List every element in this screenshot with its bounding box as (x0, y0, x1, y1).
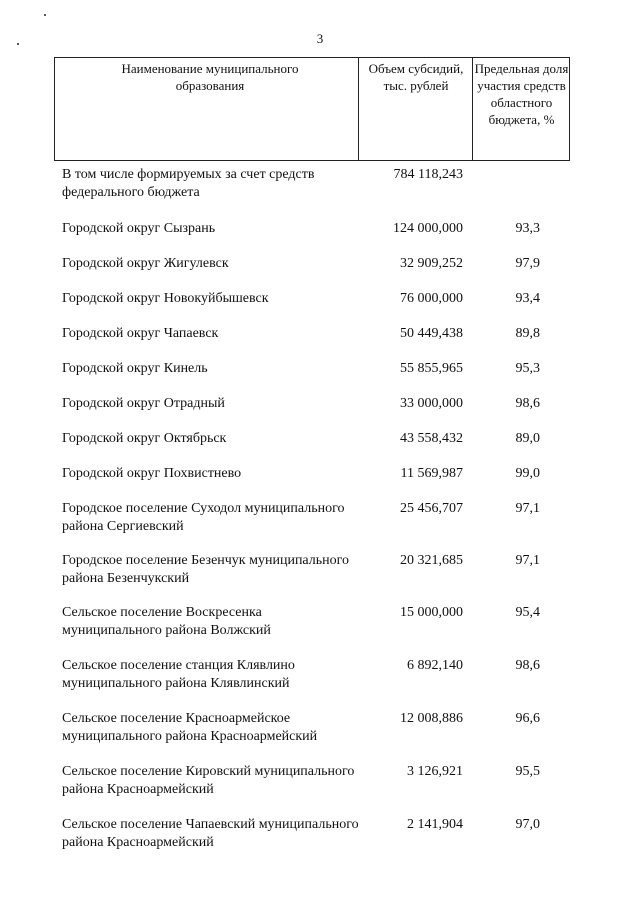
row-amount: 50 449,438 (400, 326, 463, 341)
row-name: Городской округ Отрадный (62, 396, 225, 411)
row-name: Сельское поселение Чапаевский муниципального района Красноармейский (62, 817, 359, 850)
row-share: 96,6 (515, 711, 540, 726)
row-name: Сельское поселение Красноармейское муниципального района Красноармейский (62, 711, 318, 744)
row-amount: 33 000,000 (400, 396, 463, 411)
header-amount: Объем субсидий, тыс. рублей (368, 61, 464, 93)
row-share: 98,6 (515, 396, 540, 411)
row-share: 98,6 (515, 658, 540, 673)
row-share: 93,3 (515, 221, 540, 236)
row-name: Городской округ Жигулевск (62, 256, 229, 271)
row-share: 95,3 (515, 361, 540, 376)
row-name: Городское поселение Суходол муниципального района Сергиевский (62, 501, 345, 534)
row-share: 89,8 (515, 326, 540, 341)
row-amount: 6 892,140 (407, 658, 463, 673)
row-amount: 43 558,432 (400, 431, 463, 446)
row-name: Городской округ Чапаевск (62, 326, 219, 341)
row-share: 93,4 (515, 291, 540, 306)
page-number: 3 (316, 31, 324, 46)
row-name: Сельское поселение станция Клявлино муниципального района Клявлинский (62, 658, 295, 691)
row-share: 97,1 (515, 501, 540, 516)
row-name: Городской округ Сызрань (62, 221, 216, 236)
row-name: Городское поселение Безенчук муниципального района Безенчукский (62, 553, 350, 586)
row-name: Сельское поселение Кировский муниципального района Красноармейский (62, 764, 355, 797)
row-name: Городской округ Новокуйбышевск (62, 291, 269, 306)
header-share: Предельная доля участия средств областного бюджета, % (474, 61, 569, 127)
row-name: Городской округ Похвистнево (62, 466, 242, 481)
scan-dot (44, 14, 46, 16)
row-amount: 20 321,685 (400, 553, 463, 568)
row-amount: 15 000,000 (400, 605, 463, 620)
row-amount: 784 118,243 (393, 167, 463, 182)
row-share: 89,0 (515, 431, 540, 446)
row-amount: 25 456,707 (400, 501, 463, 516)
row-share: 95,4 (515, 605, 540, 620)
row-amount: 3 126,921 (407, 764, 463, 779)
row-name: Городской округ Октябрьск (62, 431, 227, 446)
row-amount: 55 855,965 (400, 361, 463, 376)
column-divider (358, 58, 359, 160)
row-name: В том числе формируемых за счет средств федерального бюджета (62, 167, 315, 200)
row-amount: 76 000,000 (400, 291, 463, 306)
row-amount: 32 909,252 (400, 256, 463, 271)
row-amount: 12 008,886 (400, 711, 463, 726)
row-share: 97,0 (515, 817, 540, 832)
table-header (54, 57, 570, 161)
row-share: 97,1 (515, 553, 540, 568)
row-name: Городской округ Кинель (62, 361, 208, 376)
row-share: 95,5 (515, 764, 540, 779)
row-name: Сельское поселение Воскресенка муниципального района Волжский (62, 605, 271, 638)
row-share: 97,9 (515, 256, 540, 271)
row-share: 99,0 (515, 466, 540, 481)
header-name: Наименование муниципального образования (121, 61, 299, 93)
row-amount: 2 141,904 (407, 817, 463, 832)
row-amount: 124 000,000 (393, 221, 463, 236)
row-amount: 11 569,987 (400, 466, 463, 481)
